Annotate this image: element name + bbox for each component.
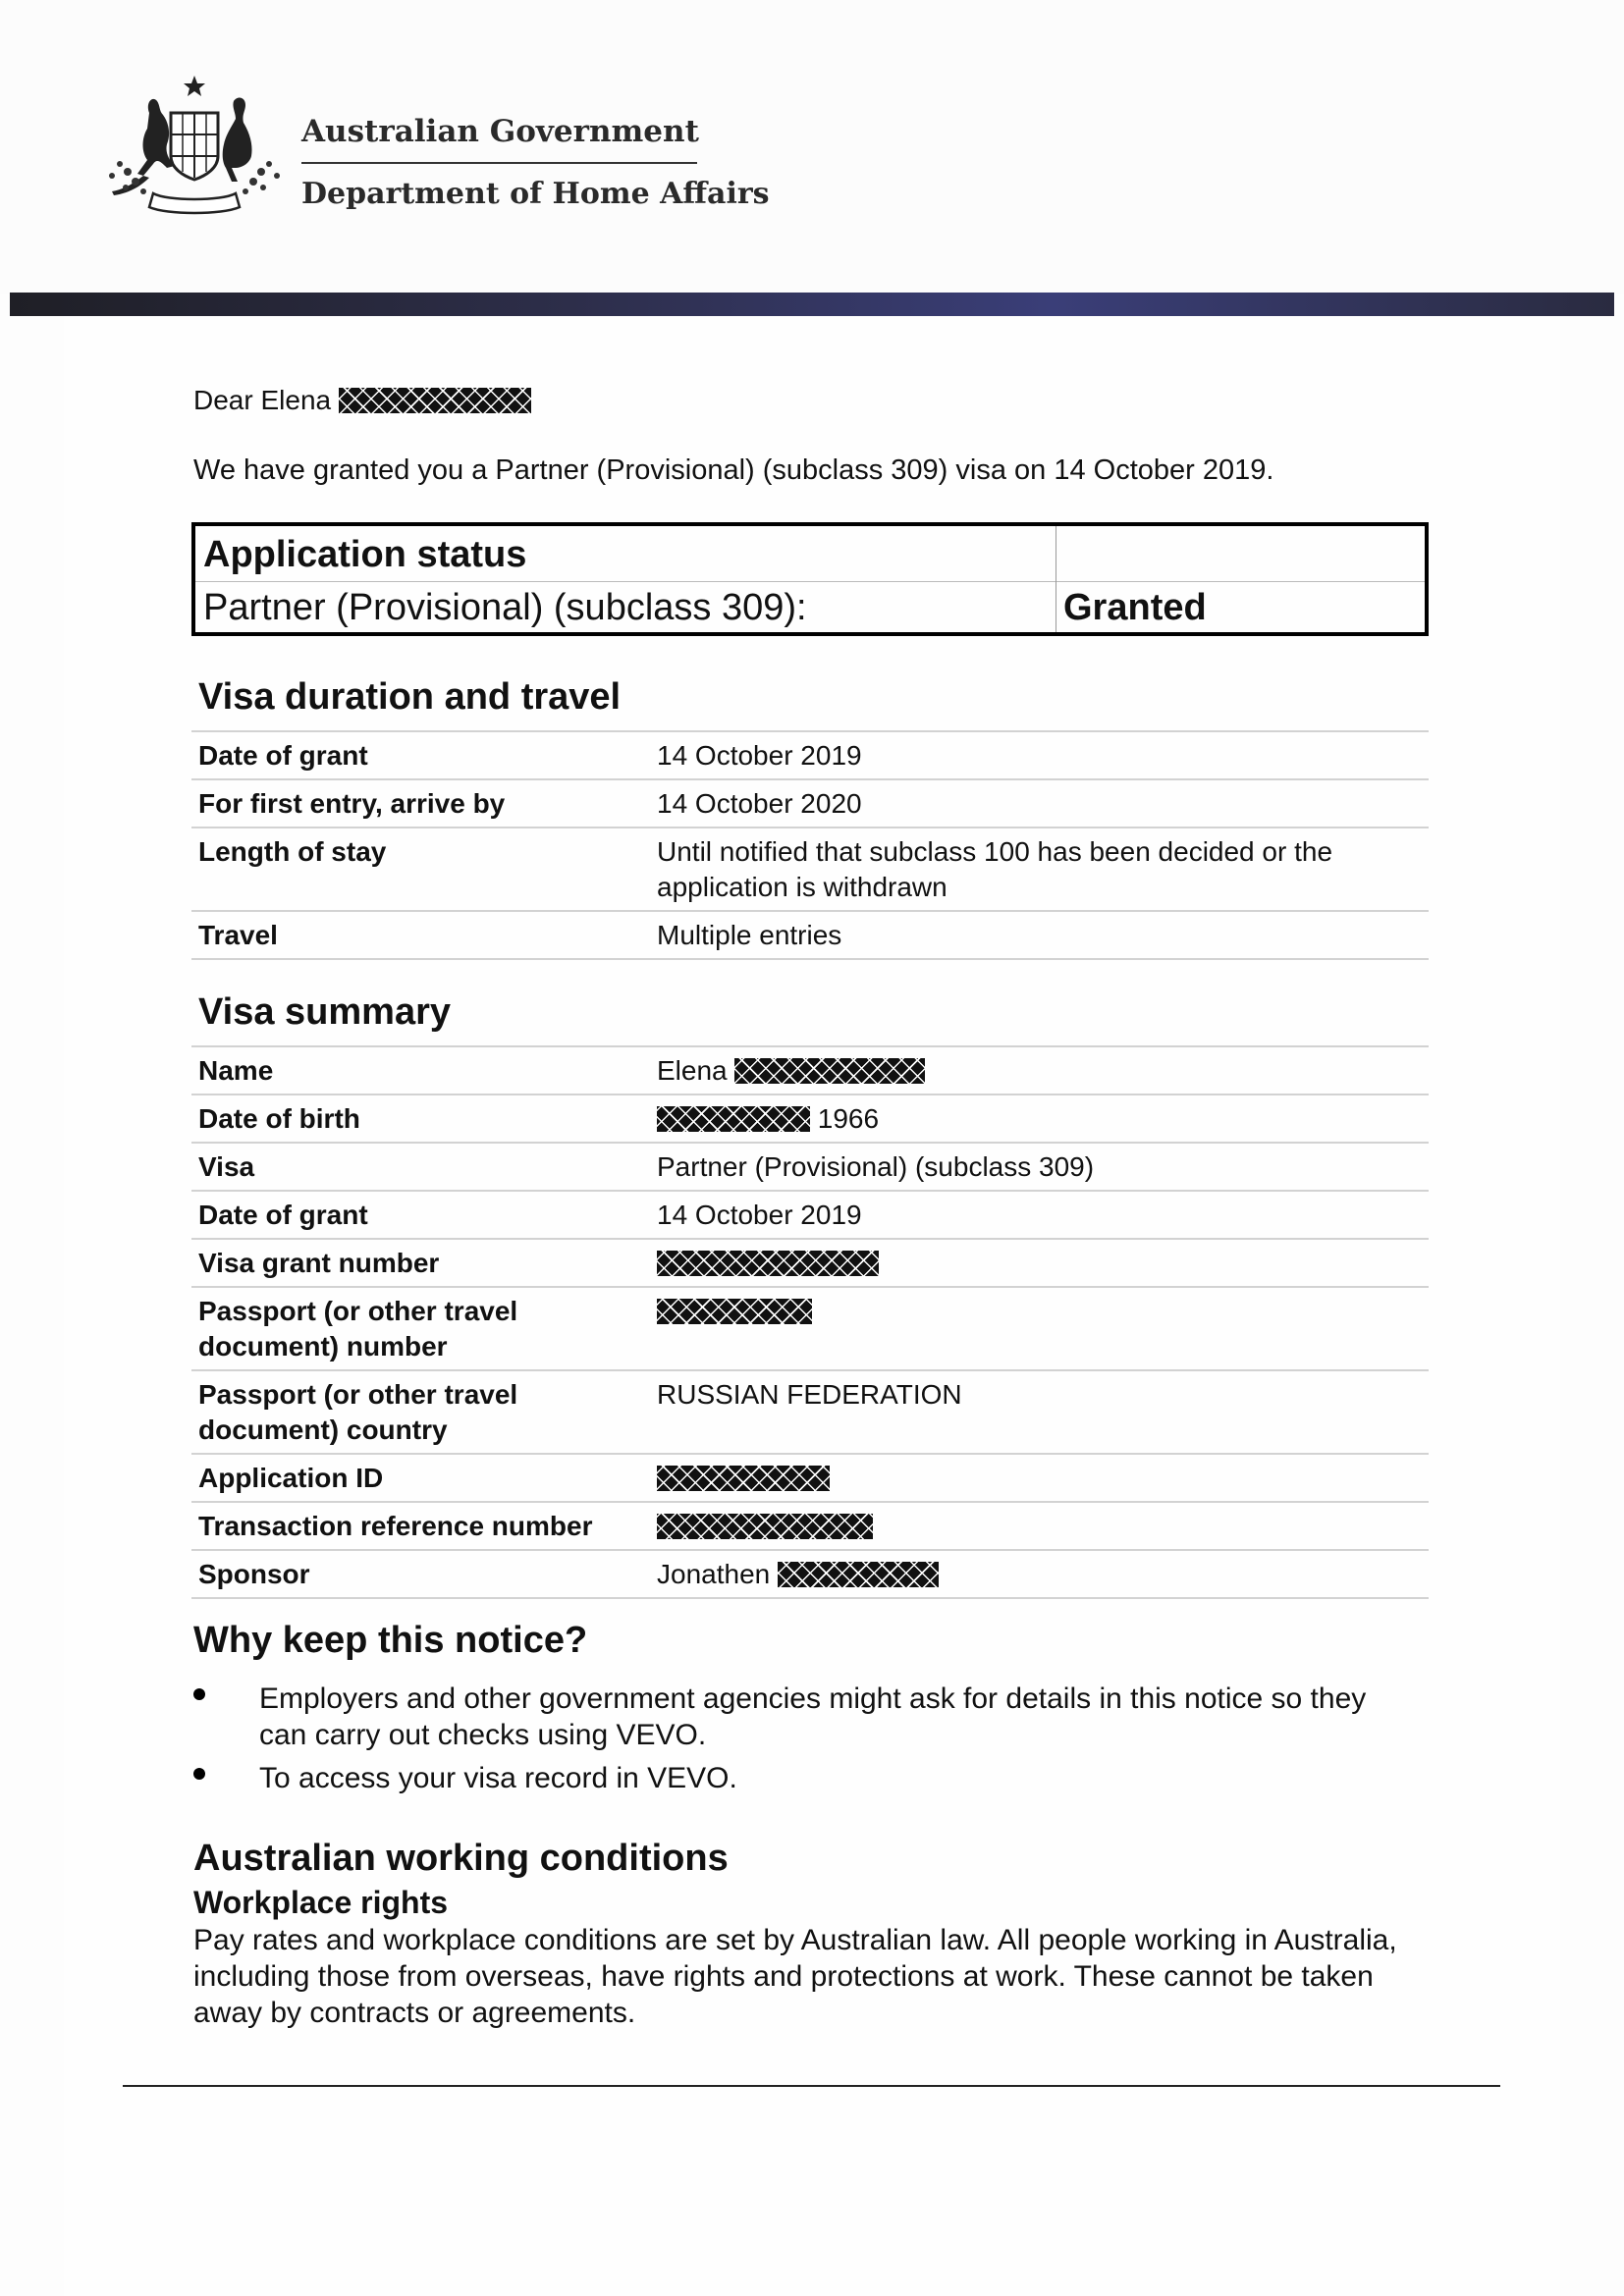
row-value	[657, 1053, 1429, 1089]
row-value: Partner (Provisional) (subclass 309)	[657, 1151, 1095, 1182]
row-value: 14 October 2019	[657, 1200, 862, 1230]
bullet-icon	[193, 1688, 205, 1700]
working-body: Pay rates and workplace conditions are set by Australian law. All people working in Australia, including those from overseas, have rights and protections at work. These cannot be taken away by contracts or agreements.	[193, 1924, 1397, 2029]
row-value	[657, 1509, 1429, 1544]
table-row	[191, 1094, 1429, 1142]
birth-year-value: 1966	[817, 1103, 880, 1134]
greeting	[193, 383, 531, 418]
summary-table	[191, 1045, 1429, 1599]
row-value: RUSSIAN FEDERATION	[657, 1379, 962, 1410]
row-label: Travel	[198, 920, 278, 950]
row-label: Visa	[198, 1151, 255, 1182]
row-label: Application ID	[198, 1463, 384, 1493]
table-row	[191, 778, 1429, 827]
row-value	[657, 1557, 1429, 1592]
application-status-box	[191, 522, 1429, 636]
row-value: 14 October 2019	[657, 740, 862, 771]
row-label: Passport (or other travel document) country	[198, 1379, 518, 1445]
row-value	[657, 1294, 1429, 1364]
redaction	[734, 1058, 925, 1084]
status-divider	[195, 581, 1425, 582]
department-name: Department of Home Affairs	[301, 177, 770, 211]
status-title: Application status	[203, 534, 527, 575]
row-label: Name	[198, 1055, 274, 1086]
table-row	[191, 1045, 1429, 1094]
redaction	[657, 1299, 812, 1324]
bullet-item: To access your visa record in VEVO.	[259, 1762, 737, 1794]
redaction	[657, 1106, 810, 1132]
table-row	[191, 1190, 1429, 1238]
table-row	[191, 1453, 1429, 1501]
redaction	[657, 1466, 830, 1491]
row-label: Transaction reference number	[198, 1511, 593, 1541]
row-label: Date of grant	[198, 1200, 368, 1230]
letterhead-divider	[301, 162, 697, 164]
row-label: Date of grant	[198, 740, 368, 771]
table-row	[191, 1501, 1429, 1549]
bullet-icon	[193, 1768, 205, 1780]
row-label: Passport (or other travel document) number	[198, 1296, 518, 1362]
redaction	[657, 1514, 873, 1539]
table-row	[191, 1286, 1429, 1369]
redaction	[657, 1251, 879, 1276]
row-label: Sponsor	[198, 1559, 310, 1589]
row-value: Multiple entries	[657, 920, 842, 950]
row-value	[657, 1461, 1429, 1496]
coat-of-arms-icon	[98, 74, 290, 221]
row-label: Length of stay	[198, 836, 387, 867]
row-value	[657, 1246, 1429, 1281]
table-row	[191, 910, 1429, 960]
row-value: 14 October 2020	[657, 788, 862, 819]
table-row	[191, 827, 1429, 910]
table-row	[191, 1142, 1429, 1190]
table-row	[191, 1549, 1429, 1599]
working-subtitle: Workplace rights	[193, 1885, 449, 1920]
greeting-text: Dear Elena	[193, 385, 332, 415]
header-band	[10, 293, 1614, 316]
table-row	[191, 1369, 1429, 1453]
status-result: Granted	[1063, 587, 1207, 628]
bullet-item: Employers and other government agencies might ask for details in this notice so they can carry out checks using VEVO.	[259, 1682, 1367, 1751]
row-label: Visa grant number	[198, 1248, 440, 1278]
why-keep-title: Why keep this notice?	[193, 1620, 588, 1661]
row-label: For first entry, arrive by	[198, 788, 506, 819]
sponsor-value: Jonathen	[657, 1559, 771, 1589]
intro-text: We have granted you a Partner (Provisional) (subclass 309) visa on 14 October 2019.	[193, 454, 1274, 486]
summary-title: Visa summary	[198, 991, 452, 1033]
footer-divider	[123, 2085, 1500, 2087]
working-title: Australian working conditions	[193, 1838, 729, 1879]
table-row	[191, 730, 1429, 778]
government-name: Australian Government	[301, 114, 699, 149]
redaction	[339, 388, 531, 413]
redaction	[778, 1562, 939, 1587]
row-label: Date of birth	[198, 1103, 360, 1134]
letterhead	[0, 0, 1624, 294]
name-value: Elena	[657, 1055, 728, 1086]
row-value: Until notified that subclass 100 has been decided or the application is withdrawn	[657, 836, 1333, 902]
table-row	[191, 1238, 1429, 1286]
duration-title: Visa duration and travel	[198, 676, 622, 718]
status-visa: Partner (Provisional) (subclass 309):	[203, 587, 807, 628]
row-value	[657, 1101, 1429, 1137]
duration-table	[191, 730, 1429, 960]
